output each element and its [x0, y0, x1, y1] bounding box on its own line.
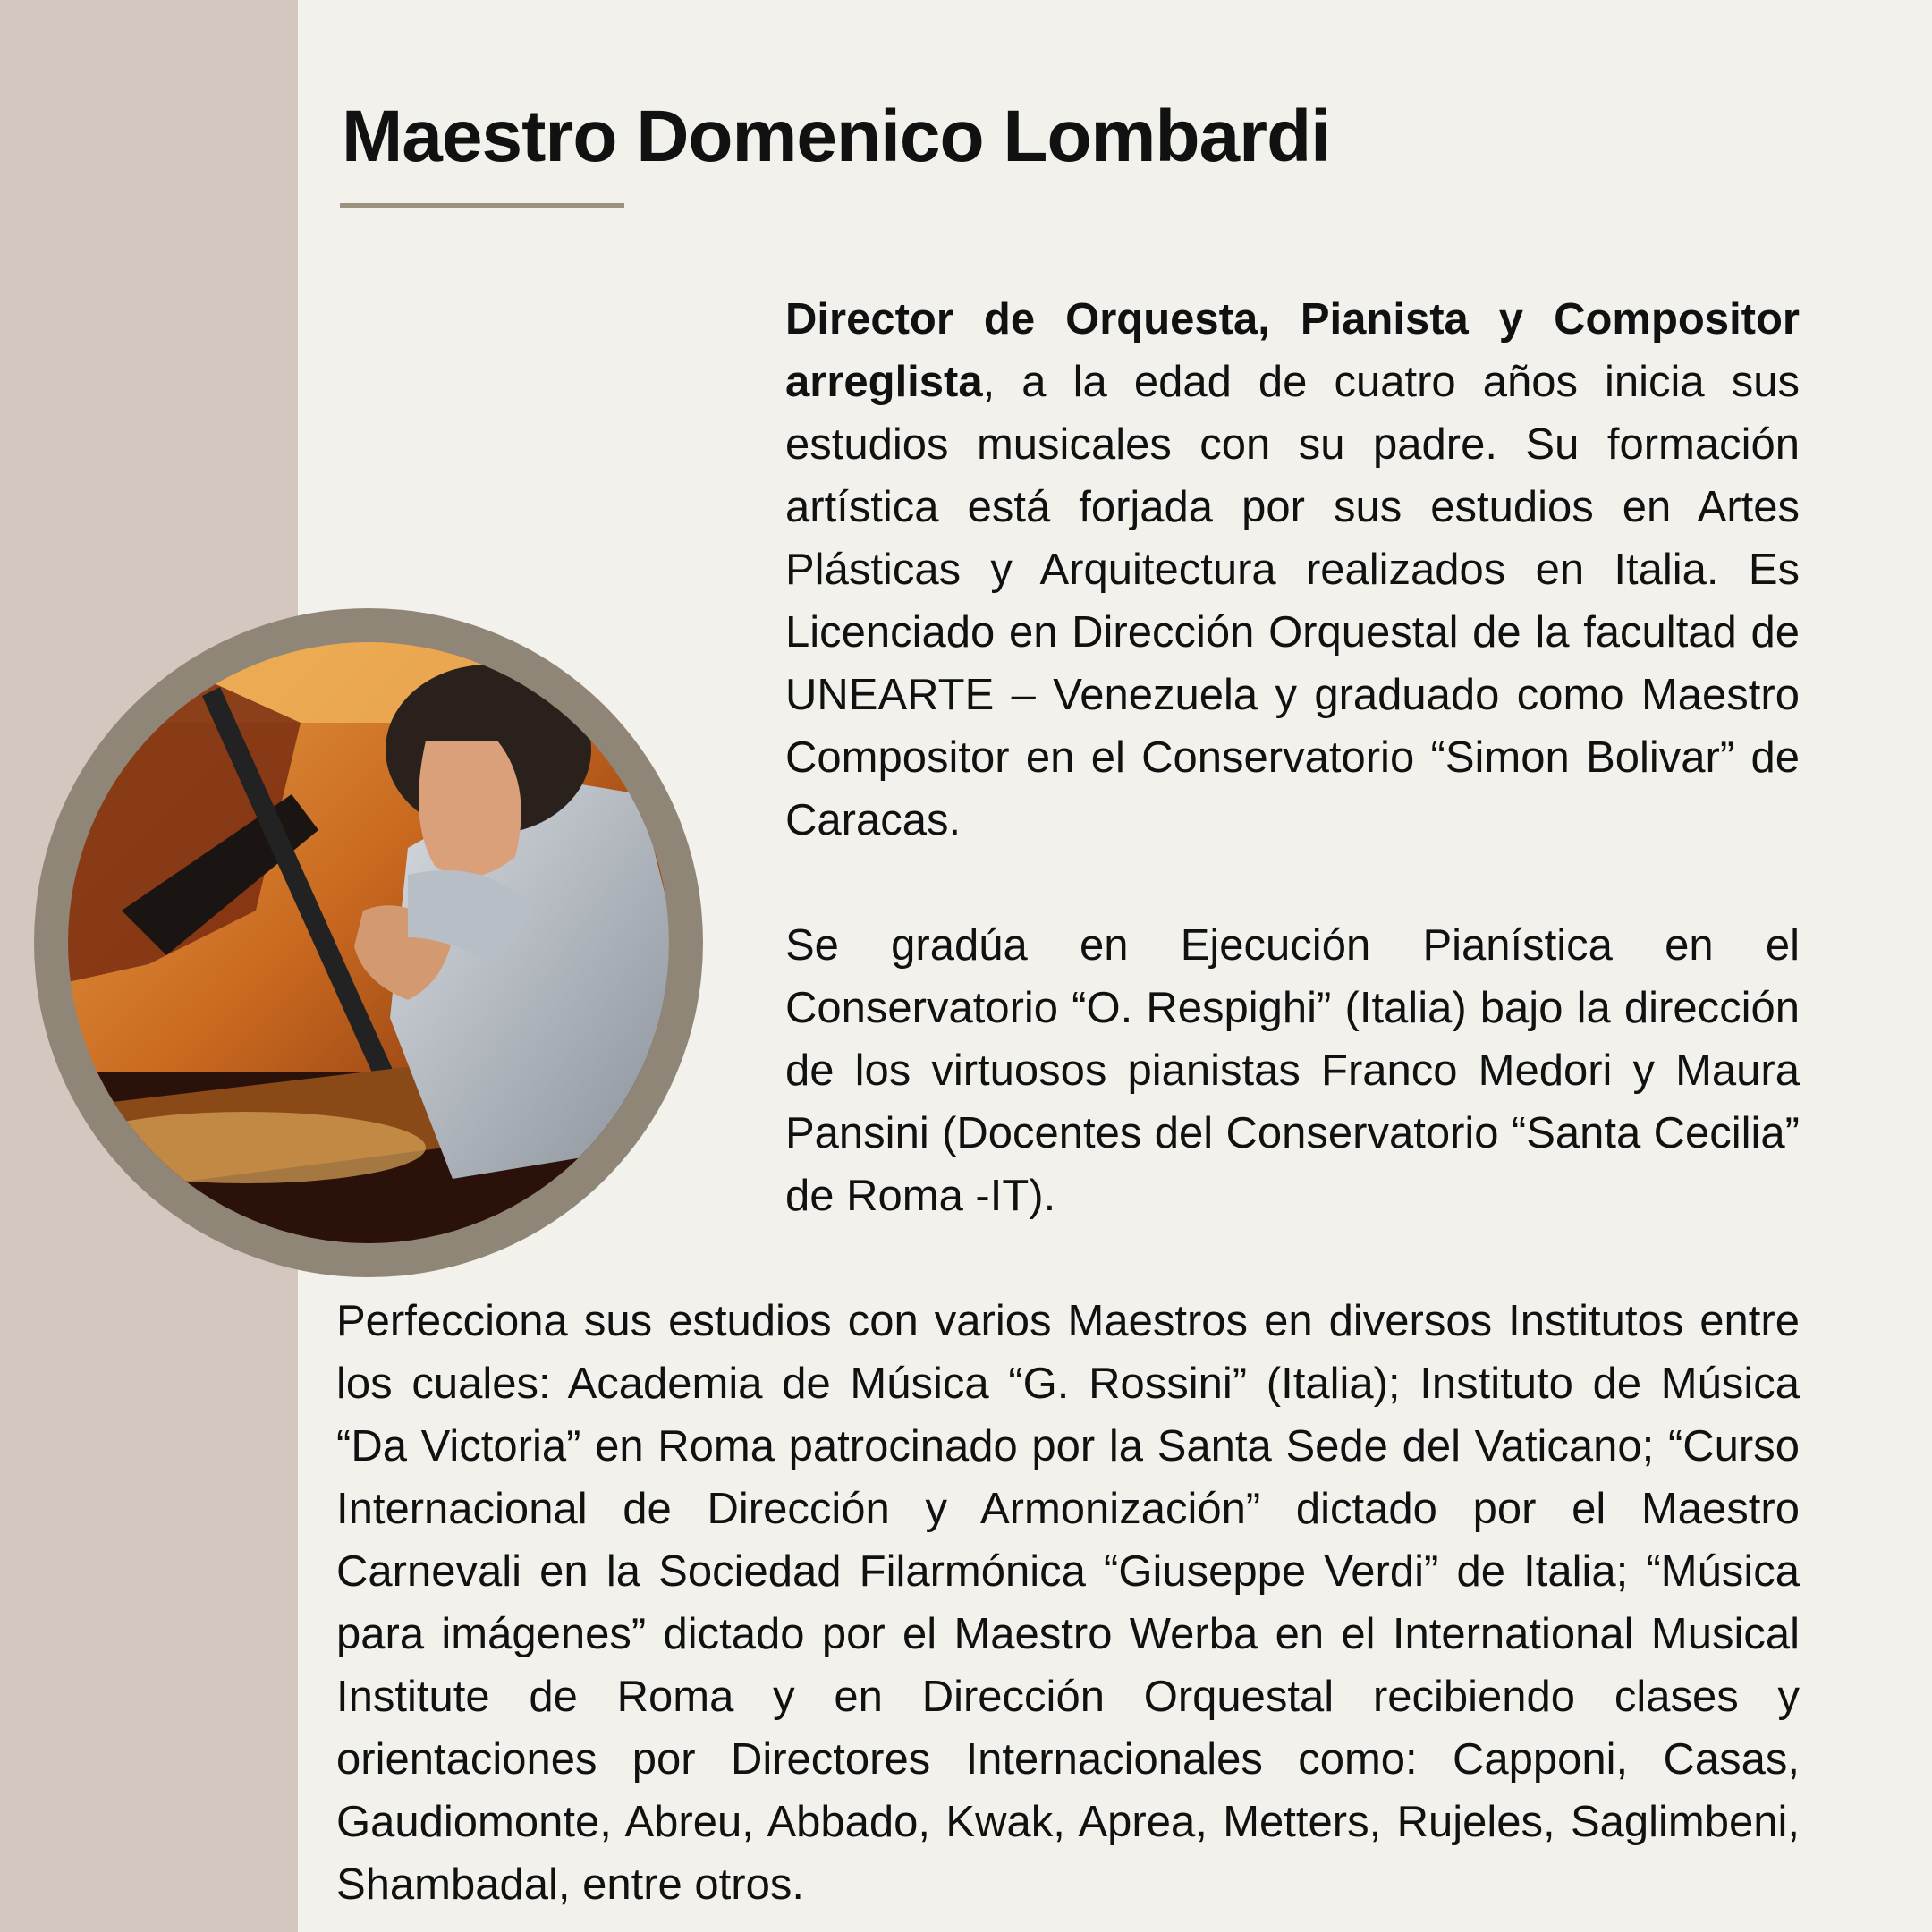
title-underline — [340, 203, 624, 208]
page-title: Maestro Domenico Lombardi — [342, 96, 1330, 177]
bio-paragraph-1-text: , a la edad de cuatro años inicia sus estudios musicales con su padre. Su formación artística está forjada por sus estudios en Artes Plásticas y Arquitectura realizados en Italia. Es Licenciado en Dirección Orquestal de la facultad de UNEARTE – Venezuela y graduado como Maestro Compositor en el Conservatorio “Simon Bolivar” de Caracas. — [785, 358, 1800, 844]
bio-roles: Director de Orquesta, Pianista y Compositor arreglista — [785, 295, 1800, 406]
pianist-photo — [68, 642, 669, 1243]
portrait-photo-frame — [34, 608, 703, 1277]
bio-paragraph-2: Se gradúa en Ejecución Pianística en el Conservatorio “O. Respighi” (Italia) bajo la dirección de los virtuosos pianistas Franco Medori y Maura Pansini (Docentes del Conservatorio “Santa Cecilia” de Roma -IT). — [785, 921, 1800, 1220]
bio-paragraph-3: Perfecciona sus estudios con varios Maestros en diversos Institutos entre los cuales: Academia de Música “G. Rossini” (Italia); Instituto de Música “Da Victoria” en Roma patrocinado por la Santa Sede del Vaticano; “Curso Internacional de Dirección y Armonización” dictado por el Maestro Carnevali en la Sociedad Filarmónica “Giuseppe Verdi” de Italia; “Música para imágenes” dictado por el Maestro Werba en el International Musical Institute de Roma y en Dirección Orquestal recibiendo clases y orientaciones por Directores Internacionales como: Capponi, Casas, Gaudiomonte, Abreu, Abbado, Kwak, Aprea, Metters, Rujeles, Saglimbeni, Shambadal, entre otros. — [336, 1297, 1800, 1909]
